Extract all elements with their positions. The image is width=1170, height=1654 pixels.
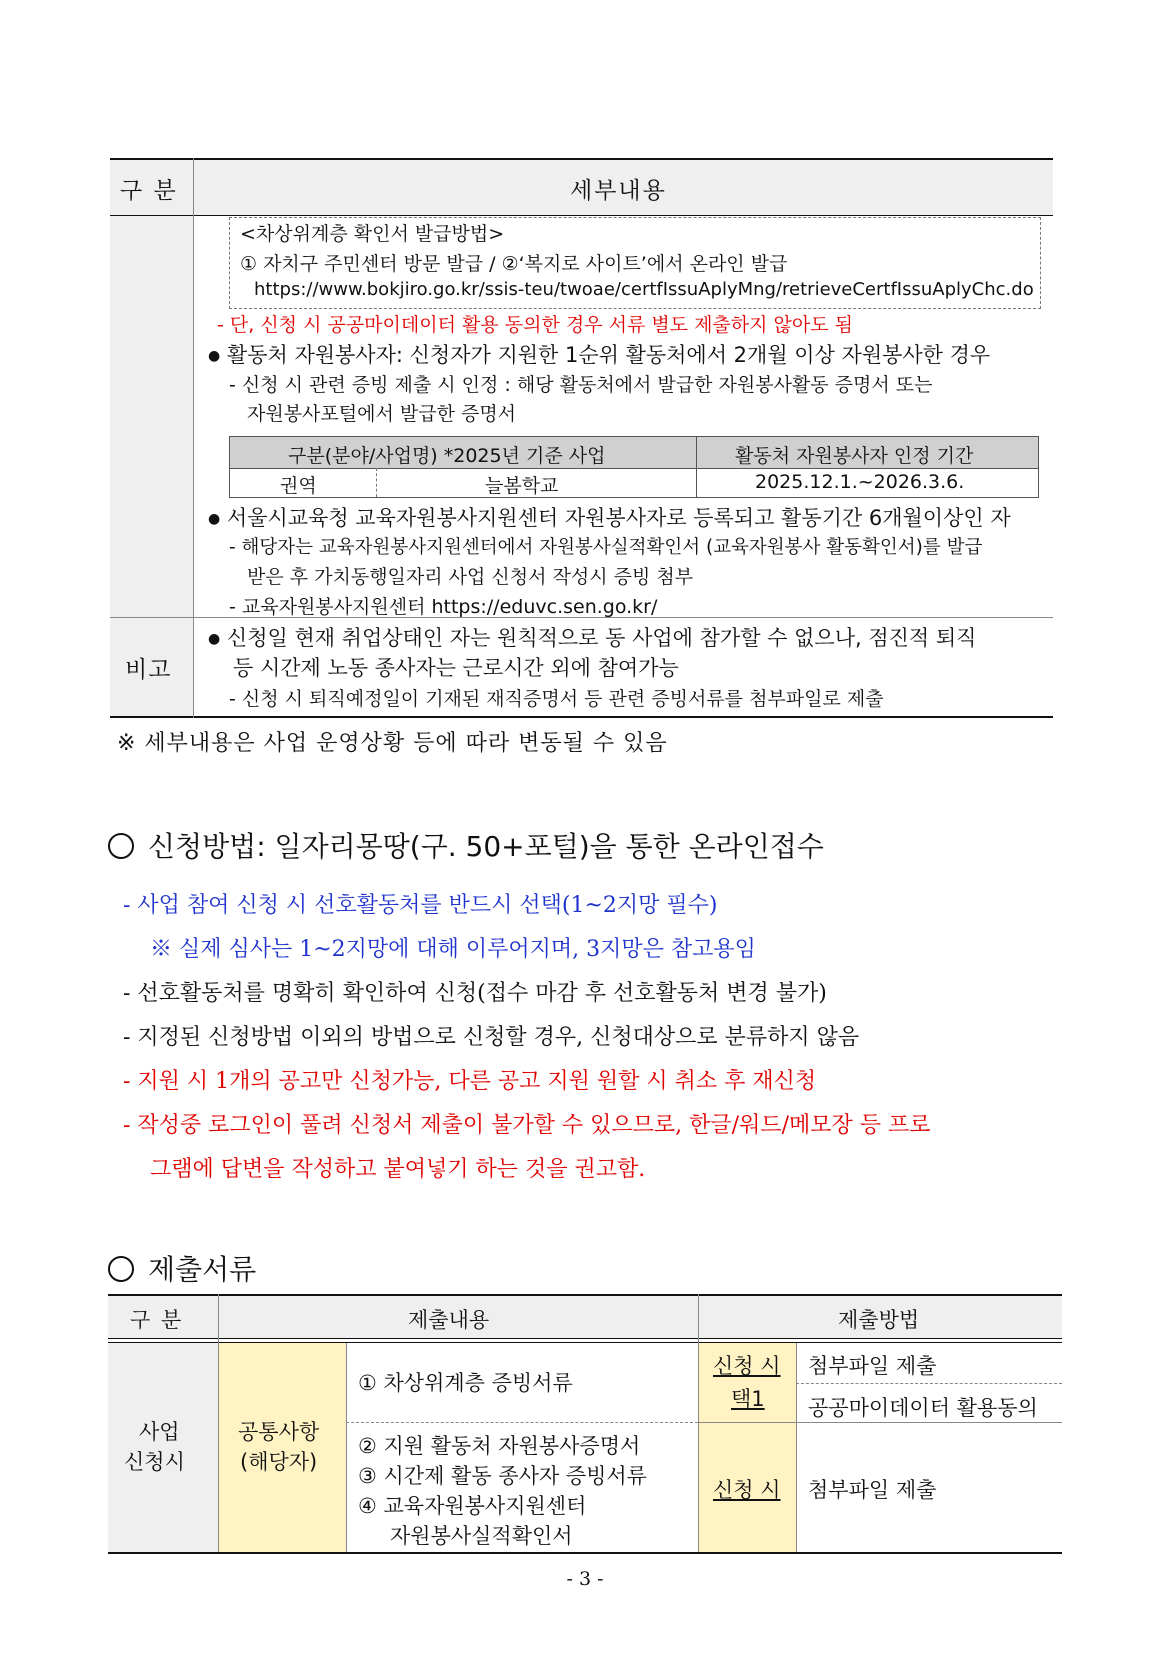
volunteer-period-table	[229, 436, 1039, 498]
doc-item-4: ④ 교육자원봉사지원센터	[358, 1494, 587, 1518]
when-apply-1: 신청 시	[713, 1354, 781, 1378]
remark-label: 비고	[125, 657, 172, 683]
sub-cell-program: 늘봄학교	[485, 475, 559, 497]
when-apply-1-choice: 택1	[731, 1387, 765, 1411]
docs-header-method: 제출방법	[838, 1308, 920, 1332]
doc-item-1: ① 차상위계층 증빙서류	[358, 1371, 573, 1395]
page-number: - 3 -	[566, 1568, 604, 1590]
apply-item-3: - 선호활동처를 명확히 확인하여 신청(접수 마감 후 선호활동처 변경 불가)	[123, 981, 827, 1006]
sub-header-category: 구분(분야/사업명) *2025년 기준 사업	[288, 445, 606, 467]
circle-icon	[108, 833, 134, 859]
issue-method-title: <차상위계층 확인서 발급방법>	[240, 223, 505, 245]
volunteer-sub2: 자원봉사포털에서 발급한 증명서	[247, 403, 517, 425]
mydata-note: - 단, 신청 시 공공마이데이터 활용 동의한 경우 서류 별도 제출하지 않아도 됨	[217, 314, 853, 336]
doc-item-3: ③ 시간제 활동 종사자 증빙서류	[358, 1464, 647, 1488]
issue-method-line: ① 자치구 주민센터 방문 발급 / ②‘복지로 사이트’에서 온라인 발급	[240, 253, 788, 275]
circle-icon	[108, 1256, 134, 1282]
apply-item-5: - 지원 시 1개의 공고만 신청가능, 다른 공고 지원 원할 시 취소 후 재신청	[123, 1069, 817, 1094]
docs-header-category: 구 분	[130, 1308, 184, 1332]
apply-item-6: - 작성중 로그인이 풀려 신청서 제출이 불가할 수 있으므로, 한글/워드/메모장 등 프로	[123, 1113, 931, 1138]
sub-header-period: 활동처 자원봉사자 인정 기간	[735, 445, 974, 467]
remark-bullet: ● 신청일 현재 취업상태인 자는 원칙적으로 동 사업에 참가할 수 없으나, 점진적 퇴직	[208, 626, 977, 650]
apply-item-4: - 지정된 신청방법 이외의 방법으로 신청할 경우, 신청대상으로 분류하지 않음	[123, 1025, 860, 1050]
bullet-icon: ●	[208, 511, 221, 527]
common-label-line2: (해당자)	[240, 1450, 318, 1474]
bullet-icon: ●	[208, 631, 221, 647]
docs-header-content: 제출내용	[408, 1308, 490, 1332]
method-mydata: 공공마이데이터 활용동의	[808, 1396, 1038, 1420]
remark-sub: - 신청 시 퇴직예정일이 기재된 재직증명서 등 관련 증빙서류를 첨부파일로 제출	[229, 688, 884, 710]
remark-bullet-cont: 등 시간제 노동 종사자는 근로시간 외에 참여가능	[233, 656, 679, 680]
detail-table	[110, 158, 1053, 718]
row-label-line2: 신청시	[124, 1450, 185, 1474]
sub-cell-region: 권역	[280, 475, 317, 497]
when-apply-2: 신청 시	[713, 1478, 781, 1502]
apply-item-7: 그램에 답변을 작성하고 붙여넣기 하는 것을 권고함.	[150, 1157, 646, 1182]
bullet-icon: ●	[208, 348, 221, 364]
section-docs-title: 제출서류	[108, 1248, 256, 1288]
apply-item-2: ※ 실제 심사는 1~2지망에 대해 이루어지며, 3지망은 참고용임	[150, 937, 756, 962]
documents-table	[108, 1294, 1062, 1554]
doc-item-4-cont: 자원봉사실적확인서	[390, 1524, 573, 1548]
seoul-bullet: ● 서울시교육청 교육자원봉사지원센터 자원봉사자로 등록되고 활동기간 6개월이상인 자	[208, 506, 1011, 530]
common-label-line1: 공통사항	[238, 1420, 320, 1444]
header-category: 구 분	[120, 178, 178, 204]
sub-cell-period: 2025.12.1.~2026.3.6.	[755, 471, 965, 493]
method-attach-2: 첨부파일 제출	[808, 1478, 937, 1502]
seoul-sub2: 받은 후 가치동행일자리 사업 신청서 작성시 증빙 첨부	[247, 566, 694, 588]
doc-item-2: ② 지원 활동처 자원봉사증명서	[358, 1434, 641, 1458]
section-apply-title: 신청방법: 일자리몽땅(구. 50+포털)을 통한 온라인접수	[108, 825, 824, 865]
header-detail: 세부내용	[570, 178, 667, 204]
row-label-line1: 사업	[139, 1420, 180, 1444]
method-attach-1: 첨부파일 제출	[808, 1354, 937, 1378]
eduvc-link[interactable]: - 교육자원봉사지원센터 https://eduvc.sen.go.kr/	[229, 596, 658, 618]
volunteer-bullet: ● 활동처 자원봉사자: 신청자가 지원한 1순위 활동처에서 2개월 이상 자원봉사한 경우	[208, 343, 991, 367]
change-note: ※ 세부내용은 사업 운영상황 등에 따라 변동될 수 있음	[117, 731, 668, 756]
bokjiro-url[interactable]: https://www.bokjiro.go.kr/ssis-teu/twoae/certfIssuAplyMng/retrieveCertfIssuAplyChc.do	[254, 279, 1034, 300]
volunteer-sub1: - 신청 시 관련 증빙 제출 시 인정 : 해당 활동처에서 발급한 자원봉사활동 증명서 또는	[229, 374, 933, 396]
apply-item-1: - 사업 참여 신청 시 선호활동처를 반드시 선택(1~2지망 필수)	[123, 893, 718, 918]
seoul-sub1: - 해당자는 교육자원봉사지원센터에서 자원봉사실적확인서 (교육자원봉사 활동확인서)를 발급	[229, 537, 983, 558]
